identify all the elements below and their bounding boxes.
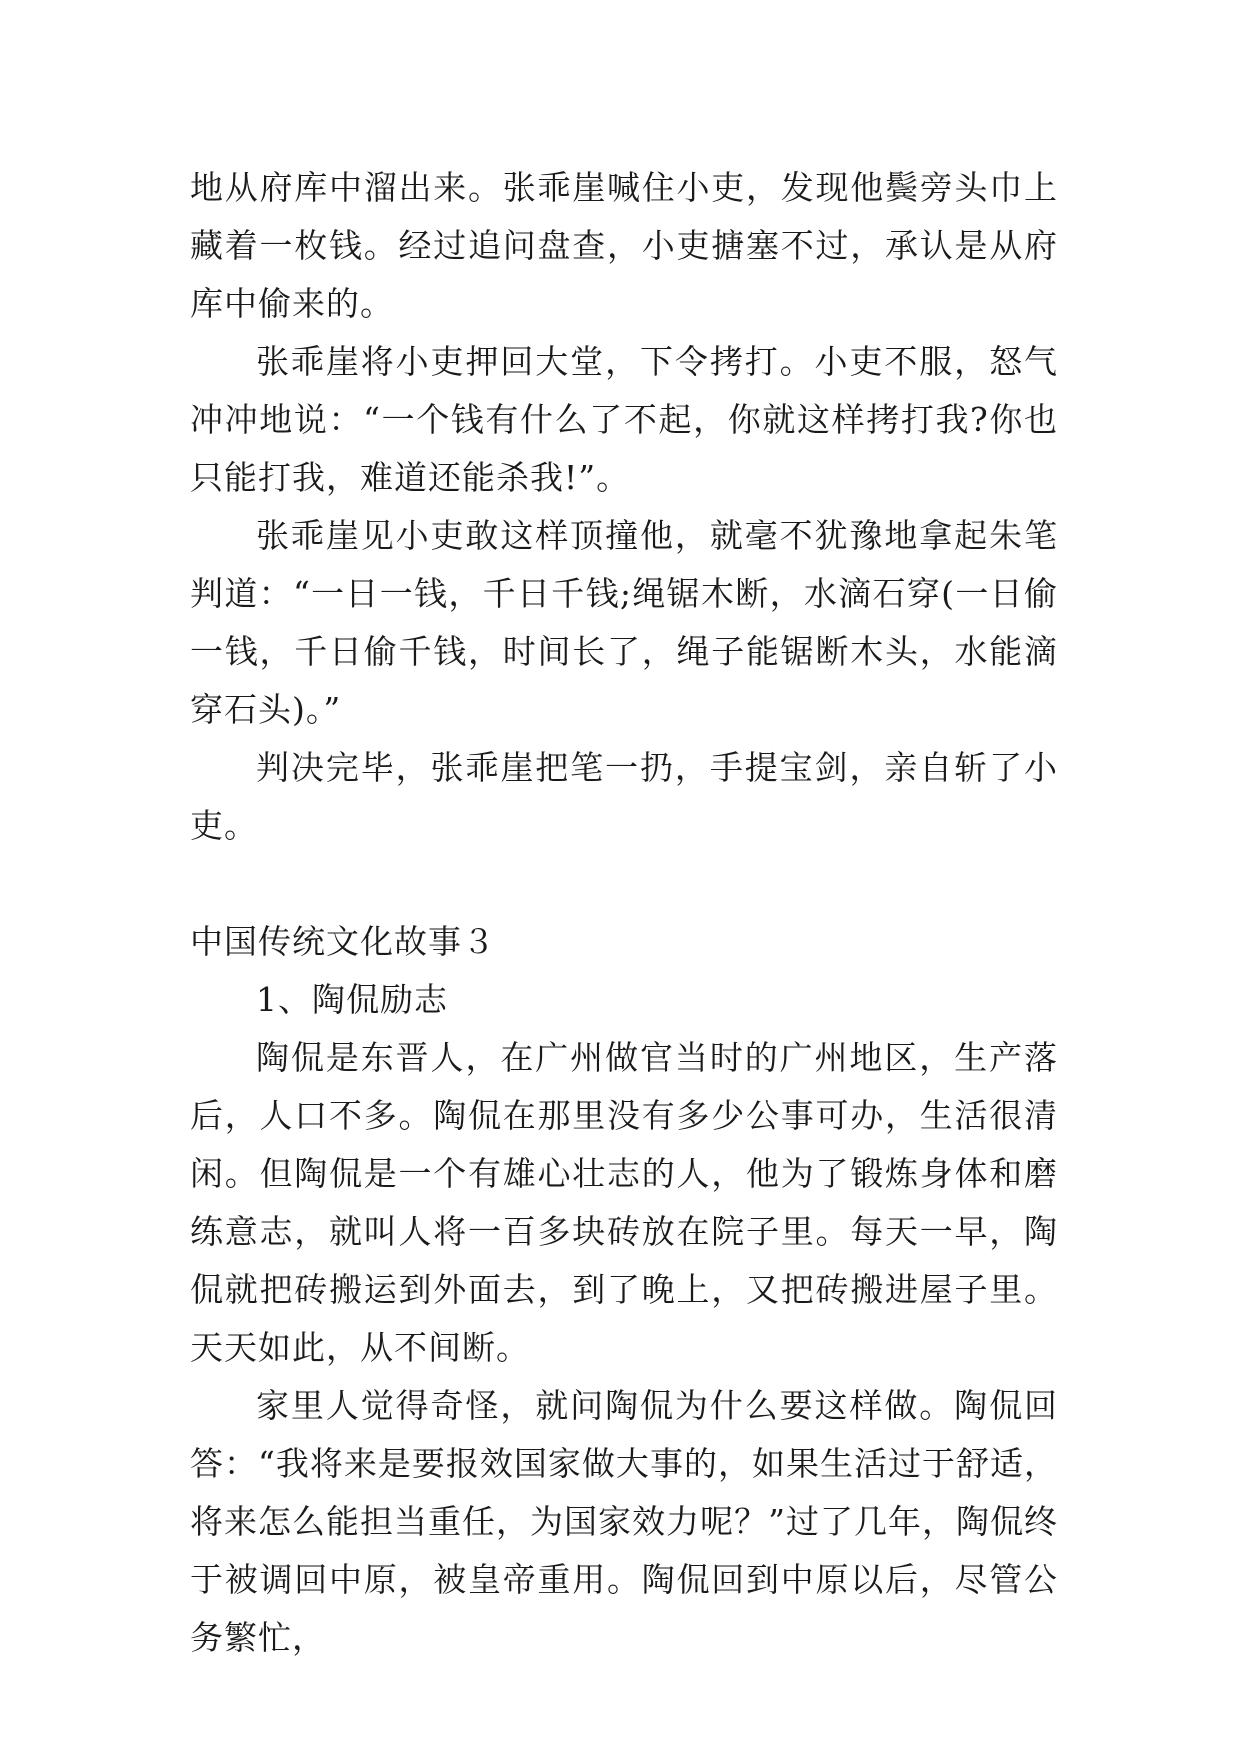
paragraph-2: 张乖崖将小吏押回大堂，下令拷打。小吏不服，怒气冲冲地说：“一个钱有什么了不起，你就这样拷打我?你也只能打我，难道还能杀我!”。 xyxy=(190,342,1058,497)
document-body xyxy=(190,159,1058,1667)
section-title: 中国传统文化故事３ xyxy=(190,922,496,961)
section-spacer xyxy=(190,855,1058,913)
paragraph-3: 张乖崖见小吏敢这样顶撞他，就毫不犹豫地拿起朱笔判道：“一日一钱，千日千钱;绳锯木断，水滴石穿(一日偷一钱，千日偷千钱，时间长了，绳子能锯断木头，水能滴穿石头)。” xyxy=(190,516,1058,729)
paragraph-1: 地从府库中溜出来。张乖崖喊住小吏，发现他鬓旁头巾上藏着一枚钱。经过追问盘查，小吏搪塞不过，承认是从府库中偷来的。 xyxy=(190,168,1058,323)
paragraph-4: 判决完毕，张乖崖把笔一扔，手提宝剑，亲自斩了小吏。 xyxy=(190,748,1058,845)
paragraph-6: 家里人觉得奇怪，就问陶侃为什么要这样做。陶侃回答：“我将来是要报效国家做大事的，如果生活过于舒适，将来怎么能担当重任，为国家效力呢？”过了几年，陶侃终于被调回中原，被皇帝重用。陶侃回到中原以后，尽管公务繁忙， xyxy=(190,1386,1058,1657)
paragraph-5: 陶侃是东晋人，在广州做官当时的广州地区，生产落后，人口不多。陶侃在那里没有多少公事可办，生活很清闲。但陶侃是一个有雄心壮志的人，他为了锻炼身体和磨练意志，就叫人将一百多块砖放在院子里。每天一早，陶侃就把砖搬运到外面去，到了晚上，又把砖搬进屋子里。天天如此，从不间断。 xyxy=(190,1038,1058,1367)
subsection-title: 1、陶侃励志 xyxy=(256,980,448,1019)
